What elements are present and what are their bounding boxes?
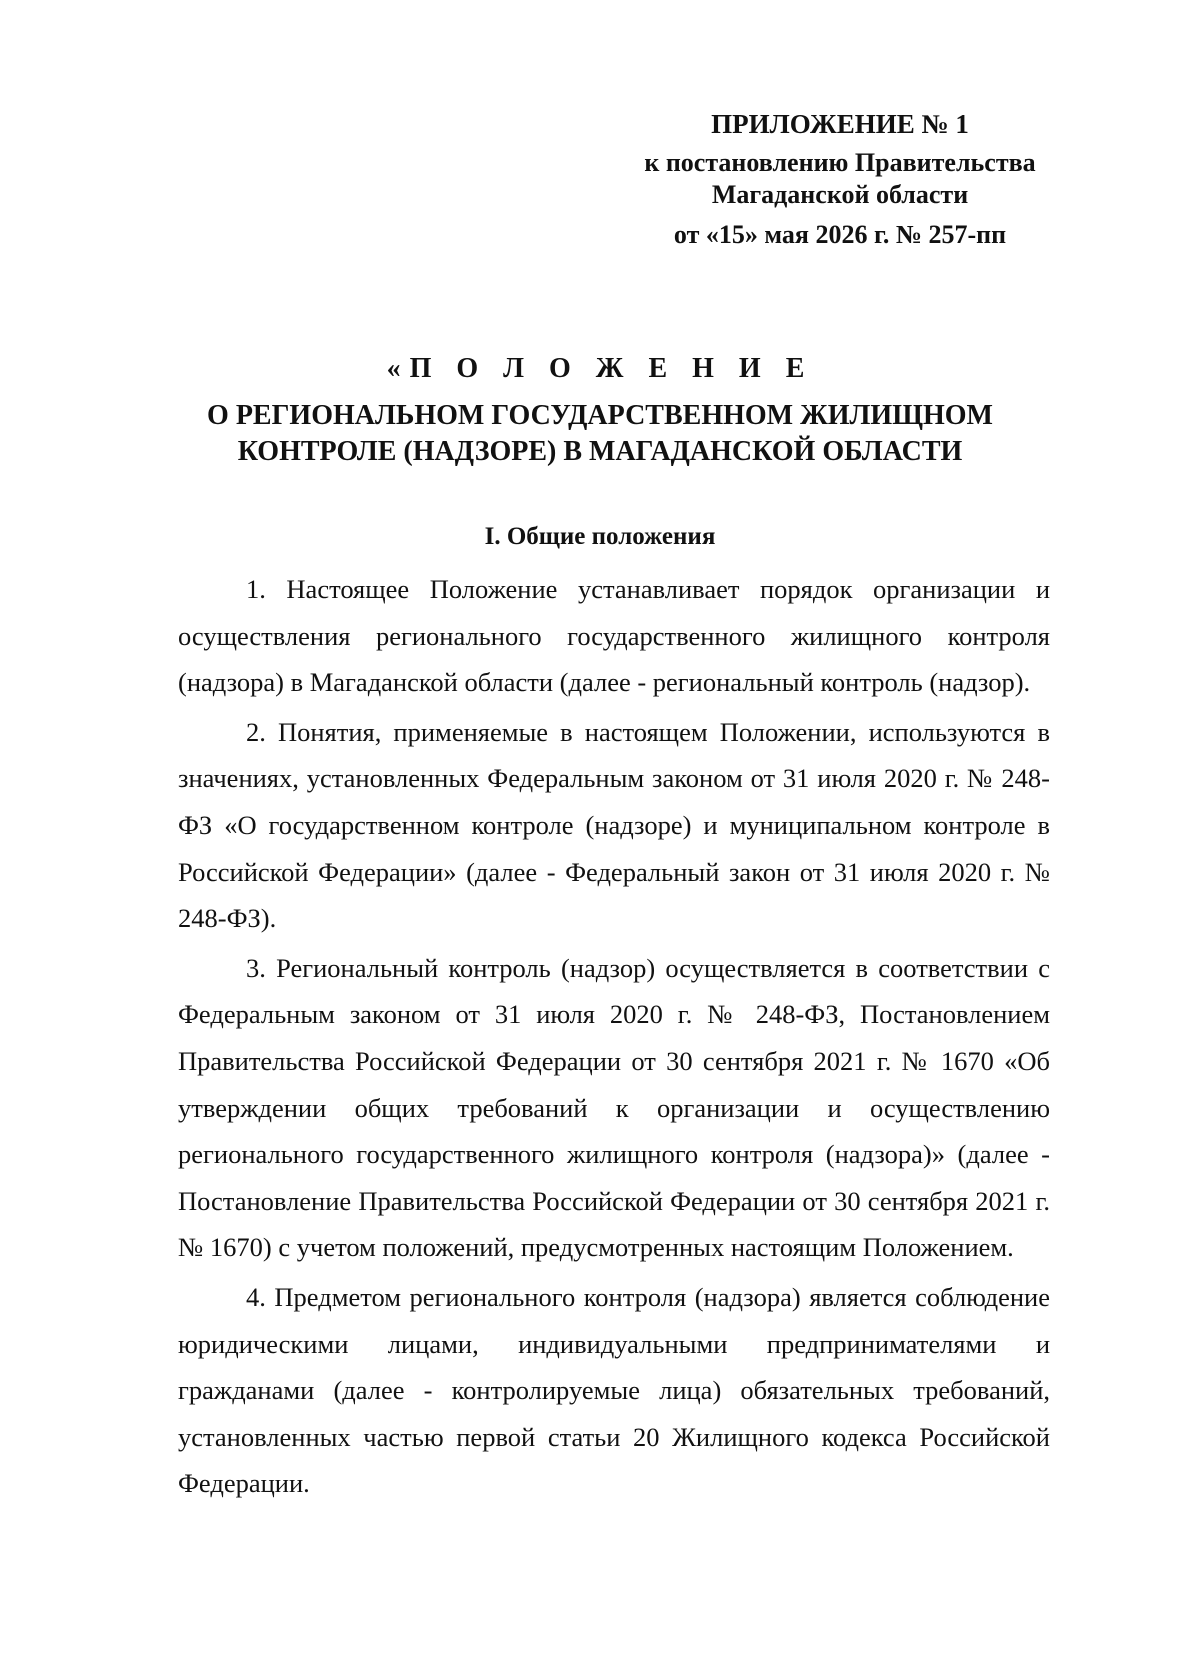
- document-heading: [160, 352, 1040, 470]
- paragraph-2: 2. Понятия, применяемые в настоящем Положении, используются в значениях, установленных Федеральным законом от 31 июля 2020 г. № 248-ФЗ «О государственном контроле (надзоре) и муниципальном контроле в Российской Федерации» (далее - Федеральный закон от 31 июля 2020 г. № 248-ФЗ).: [178, 716, 1050, 934]
- heading-line-2: КОНТРОЛЕ (НАДЗОРЕ) В МАГАДАНСКОЙ ОБЛАСТИ: [237, 436, 963, 467]
- section-title: I. Общие положения: [484, 523, 716, 550]
- paragraph-4: 4. Предметом регионального контроля (надзора) является соблюдение юридическими лицами, индивидуальными предпринимателями и гражданами (далее - контролируемые лица) обязательных требований, установленных частью первой статьи 20 Жилищного кодекса Российской Федерации.: [178, 1281, 1050, 1499]
- heading-line-1: О РЕГИОНАЛЬНОМ ГОСУДАРСТВЕННОМ ЖИЛИЩНОМ: [207, 400, 993, 431]
- appendix-line-1: к постановлению Правительства: [644, 148, 1036, 177]
- appendix-date: от «15» мая 2026 г. № 257-пп: [673, 220, 1007, 249]
- document-body: [178, 566, 1050, 1510]
- paragraph-3: 3. Региональный контроль (надзор) осуществляется в соответствии с Федеральным законом от 31 июля 2020 г. № 248-ФЗ, Постановлением Правительства Российской Федерации от 30 сентября 2021 г. № 1670 «Об утверждении общих требований к организации и осуществлению регионального государственного жилищного контроля (надзора)» (далее - Постановление Правительства Российской Федерации от 30 сентября 2021 г. № 1670) с учетом положений, предусмотренных настоящим Положением.: [178, 952, 1050, 1263]
- heading-word: «П О Л О Ж Е Н И Е: [386, 353, 814, 384]
- paragraph-1: 1. Настоящее Положение устанавливает порядок организации и осуществления регионального государственного жилищного контроля (надзора) в Магаданской области (далее - региональный контроль (надзор).: [178, 574, 1050, 698]
- appendix-title: ПРИЛОЖЕНИЕ № 1: [711, 109, 969, 139]
- appendix-line-2: Магаданской области: [711, 180, 969, 209]
- appendix-block: [600, 108, 1080, 251]
